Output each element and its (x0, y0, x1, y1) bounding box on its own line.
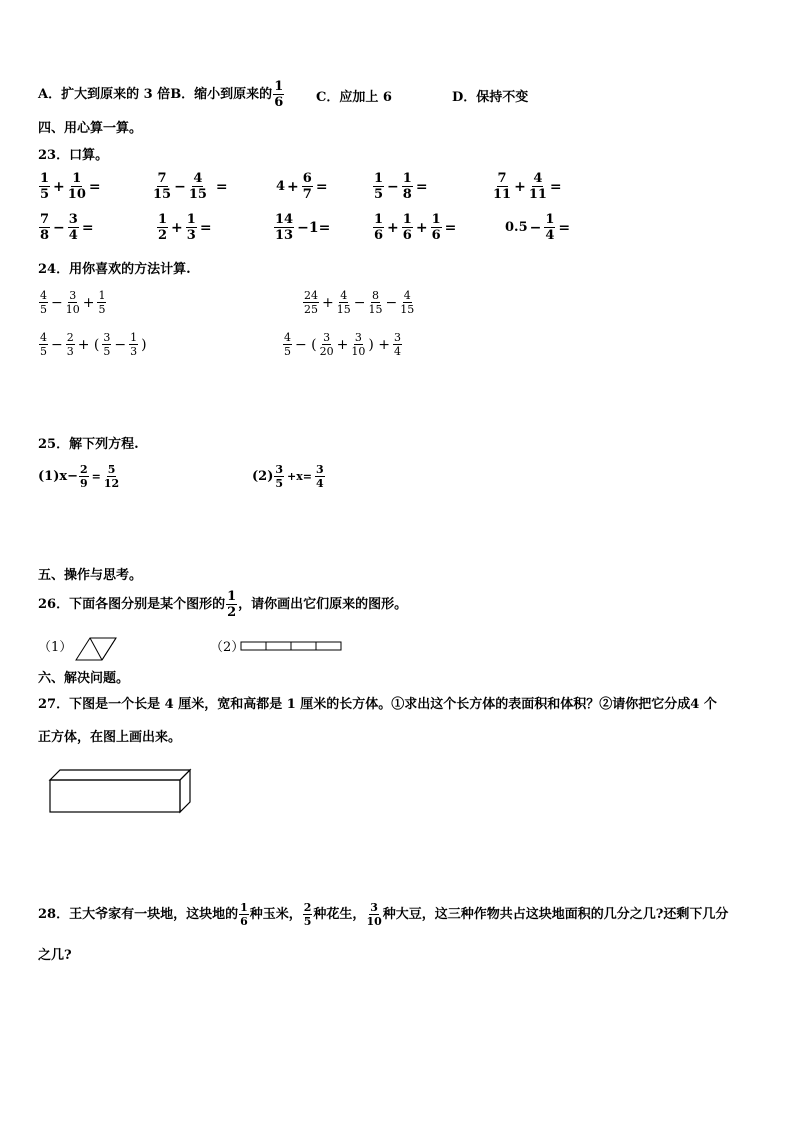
q26-figure-2-shape (240, 641, 344, 653)
option-b-fraction: $\frac{1}{6}$ (274, 79, 284, 110)
option-c: C．应加上 6 (316, 90, 392, 105)
q23-label: 23．口算。 (38, 148, 109, 163)
q23-r2-item2: $\frac{1}{2}$ + $\frac{1}{3}$ = (158, 212, 212, 243)
q23-r1-item5: $\frac{7}{11}$ + $\frac{4}{11}$ = (493, 171, 562, 202)
q26-figure-1-shape (74, 636, 118, 662)
section-4-title: 四、用心算一算。 (38, 121, 143, 136)
q27-line-2: 正方体，在图上画出来。 (38, 730, 182, 745)
q23-r2-item5: 0.5 − $\frac{1}{4}$ = (505, 212, 571, 243)
q23-r1-item2: $\frac{7}{15}$ − $\frac{4}{15}$ = (153, 171, 228, 202)
q23-r1-item4: $\frac{1}{5}$ − $\frac{1}{8}$ = (374, 171, 428, 202)
option-b: B．缩小到原来的 (170, 86, 273, 102)
q27-line-1: 27．下图是一个长是 4 厘米，宽和高都是 1 厘米的长方体。①求出这个长方体的表面积和体积？②请你把它分成4 个 (38, 697, 717, 712)
q23-r2-item1: $\frac{7}{8}$ − $\frac{3}{4}$ = (40, 212, 94, 243)
q28-line-1: 28．王大爷家有一块地，这块地的 $\frac{1}{6}$ 种玉米， $\frac{2}{5}$ 种花生， $\frac{3}{10}$ 种大豆，这三种作物共占这块地面积的几分之几?还剩下几分 (38, 901, 729, 928)
q24-expr4: $\frac{4}{5}$ − ( $\frac{3}{20}$ + $\frac{3}{10}$ ) + $\frac{3}{4}$ (284, 331, 402, 358)
q26-question: 26．下面各图分别是某个图形的 $\frac{1}{2}$ ，请你画出它们原来的图形。 (38, 589, 408, 620)
option-a: A．扩大到原来的 3 倍 (38, 86, 171, 102)
option-d: D．保持不变 (452, 90, 529, 105)
q25-equation-1: (1)x− $\frac{2}{9}$ = $\frac{5}{12}$ (38, 463, 120, 490)
q24-label: 24．用你喜欢的方法计算. (38, 262, 191, 277)
q23-r2-item3: $\frac{14}{13}$ −1= (275, 212, 331, 243)
q25-equation-2: (2) $\frac{3}{5}$ +x= $\frac{3}{4}$ (252, 463, 324, 490)
q23-r1-item1: $\frac{1}{5}$ + $\frac{1}{10}$ = (40, 171, 101, 202)
section-6-title: 六、解决问题。 (38, 671, 130, 686)
section-5-title: 五、操作与思考。 (38, 568, 143, 583)
q23-r2-item4: $\frac{1}{6}$ + $\frac{1}{6}$ + $\frac{1}{6}$ = (374, 212, 457, 243)
q25-label: 25．解下列方程. (38, 437, 139, 452)
q27-cuboid-figure (46, 766, 194, 818)
q24-expr3: $\frac{4}{5}$ − $\frac{2}{3}$ + ( $\frac{3}{5}$ − $\frac{1}{3}$ ) (40, 331, 147, 358)
q24-expr1: $\frac{4}{5}$ − $\frac{3}{10}$ + $\frac{1}{5}$ (40, 289, 106, 316)
q26-figure-1-label: （1） (38, 640, 73, 655)
q24-expr2: $\frac{24}{25}$ + $\frac{4}{15}$ − $\frac{8}{15}$ − $\frac{4}{15}$ (304, 289, 415, 316)
q22-options-row (38, 80, 285, 109)
q26-figure-2-label: （2） (210, 640, 245, 655)
q28-line-2: 之几? (38, 948, 72, 963)
q23-r1-item3: 4 + $\frac{6}{7}$ = (276, 171, 328, 202)
